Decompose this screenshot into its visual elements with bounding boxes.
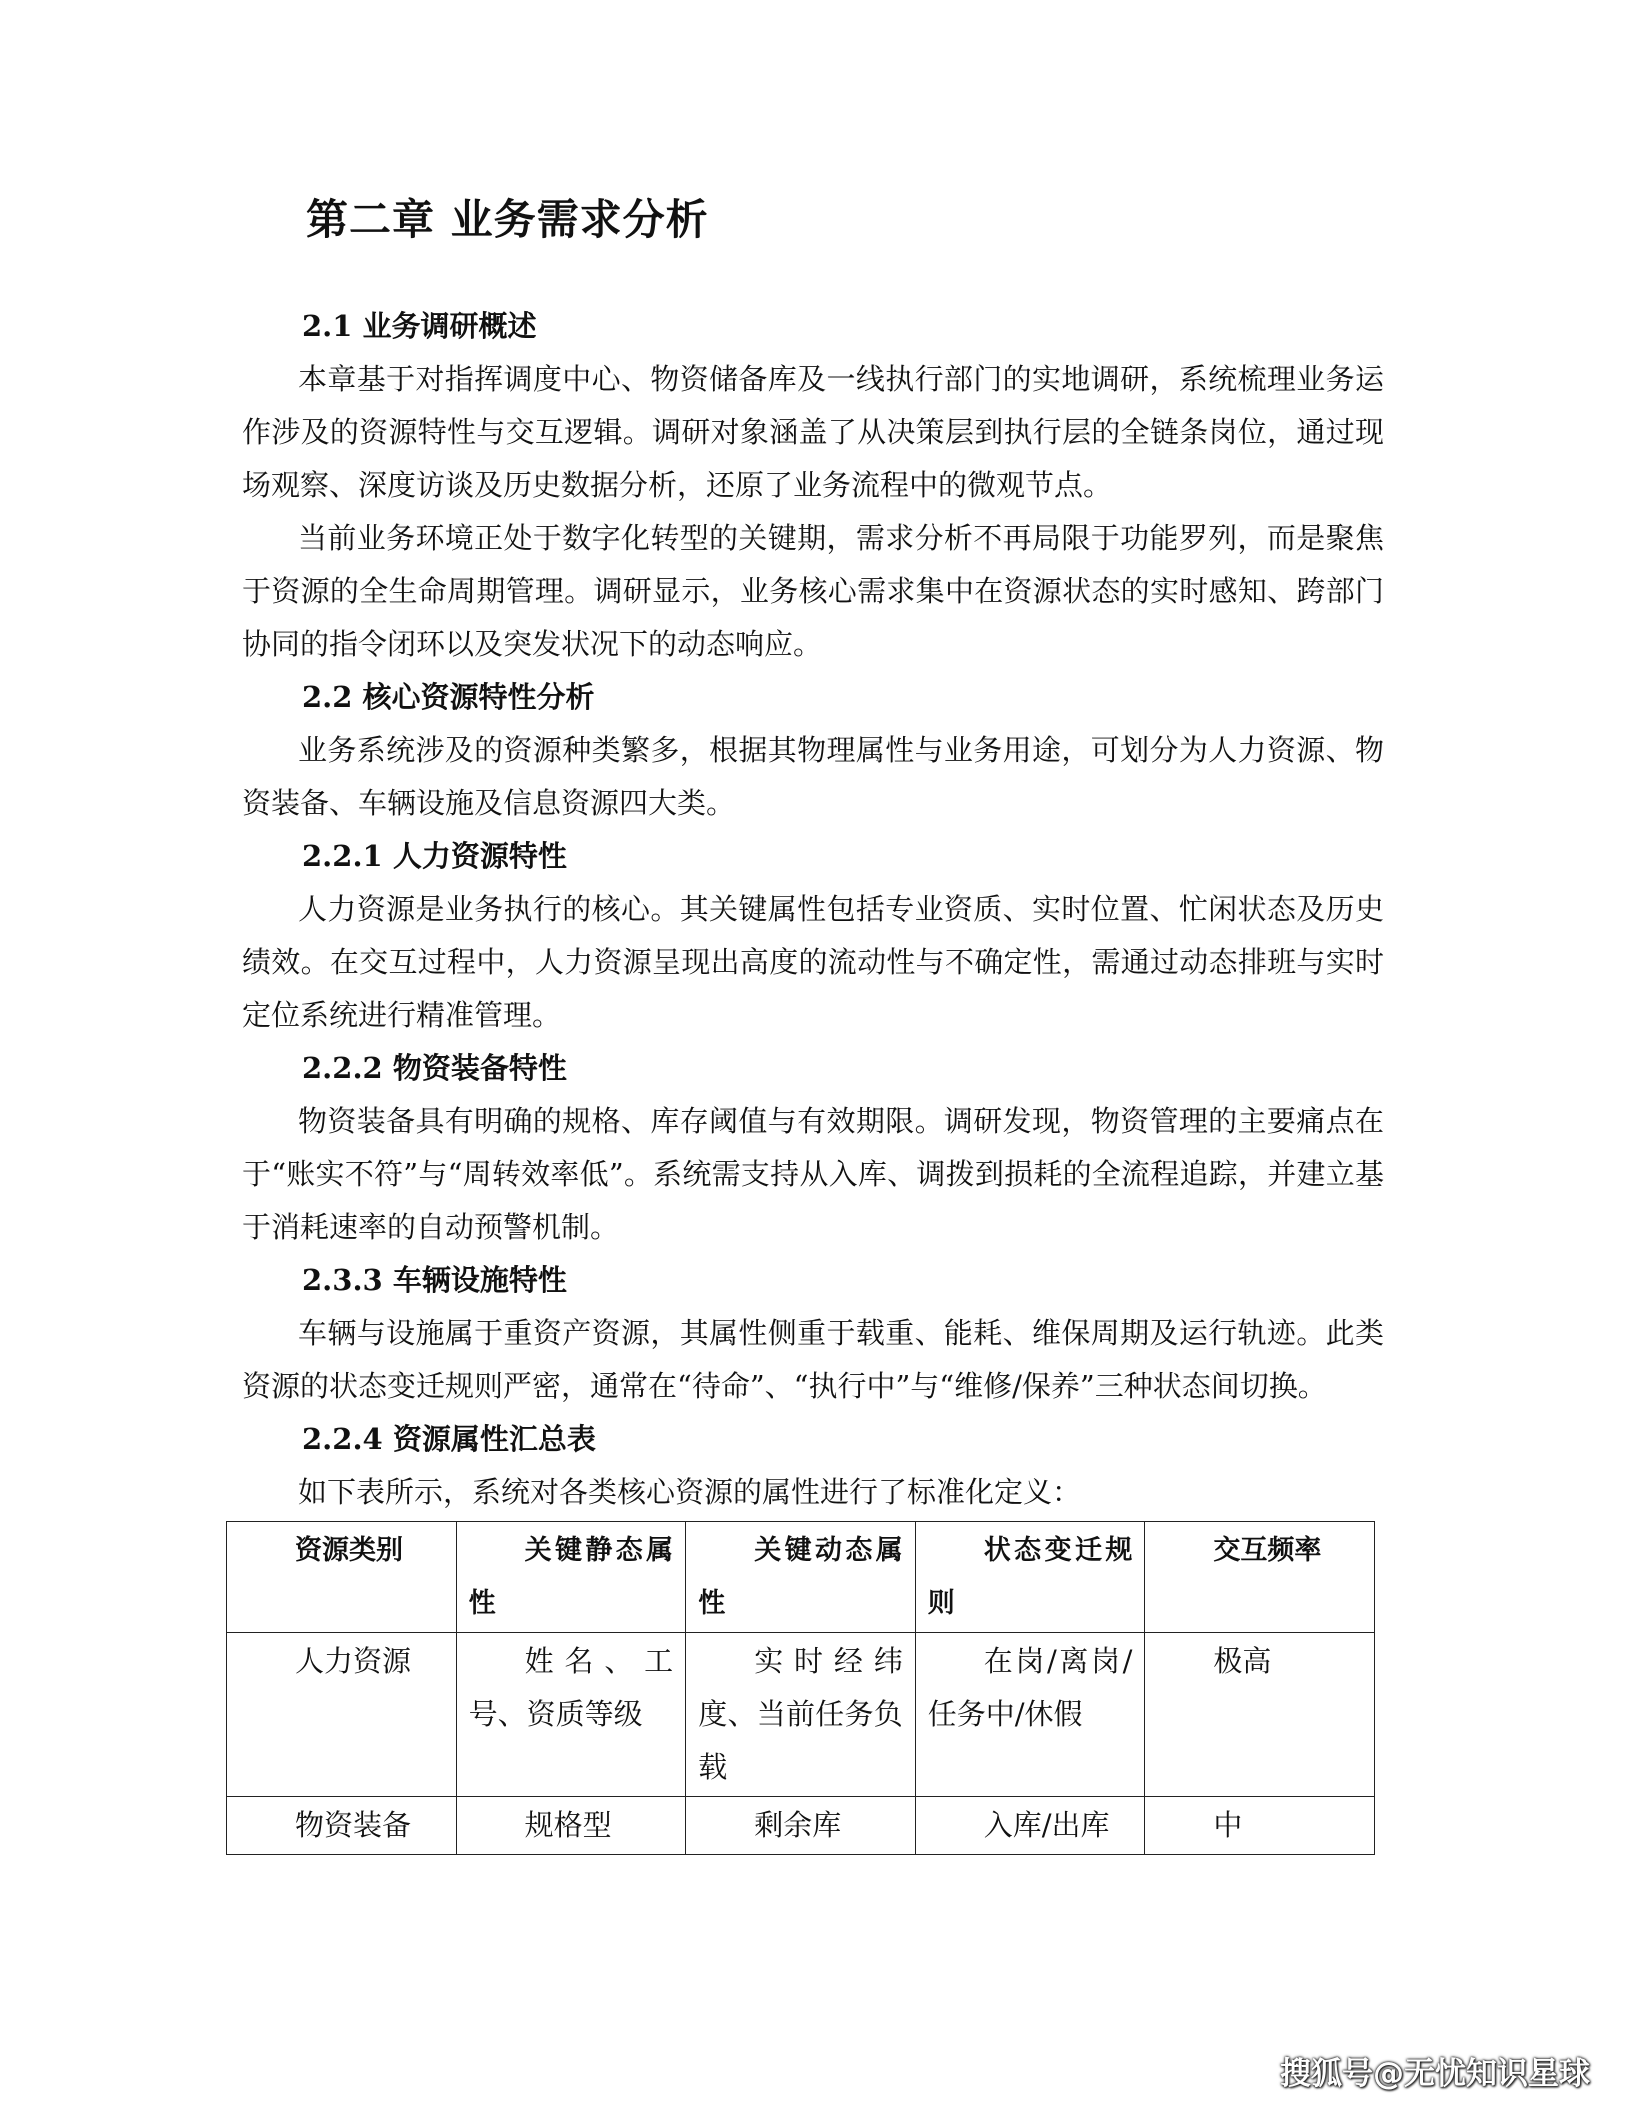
table-cell: 人力资源 [227,1633,457,1797]
section-heading-2-2-1: 2.2.1 人力资源特性 [302,839,567,873]
chapter-title: 第二章 业务需求分析 [306,195,709,244]
table-cell: 规格型 [456,1797,686,1855]
watermark-text: 搜狐号@无忧知识星球 [1280,2056,1590,2092]
column-header: 状态变迁规则 [915,1522,1145,1633]
paragraph: 本章基于对指挥调度中心、物资储备库及一线执行部门的实地调研，系统梳理业务运作涉及的资源特性与交互逻辑。调研对象涵盖了从决策层到执行层的全链条岗位，通过现场观察、深度访谈及历史数据分析，还原了业务流程中的微观节点。 [242,362,1384,502]
section-heading-2-2-2: 2.2.2 物资装备特性 [302,1051,567,1085]
table-cell: 物资装备 [227,1797,457,1855]
resource-attribute-table [226,1521,1375,1855]
paragraph: 人力资源是业务执行的核心。其关键属性包括专业资质、实时位置、忙闲状态及历史绩效。在交互过程中，人力资源呈现出高度的流动性与不确定性，需通过动态排班与实时定位系统进行精准管理。 [242,892,1384,1032]
table-intro: 如下表所示，系统对各类核心资源的属性进行了标准化定义： [298,1475,1082,1509]
paragraph: 业务系统涉及的资源种类繁多，根据其物理属性与业务用途，可划分为人力资源、物资装备、车辆设施及信息资源四大类。 [242,733,1384,820]
table-header-row [227,1522,1375,1633]
column-header: 资源类别 [227,1522,457,1633]
paragraph: 物资装备具有明确的规格、库存阈值与有效期限。调研发现，物资管理的主要痛点在于“账实不符”与“周转效率低”。系统需支持从入库、调拨到损耗的全流程追踪，并建立基于消耗速率的自动预警机制。 [242,1104,1384,1244]
table-cell: 剩余库 [686,1797,916,1855]
table-row [227,1633,1375,1797]
paragraph: 当前业务环境正处于数字化转型的关键期，需求分析不再局限于功能罗列，而是聚焦于资源的全生命周期管理。调研显示，业务核心需求集中在资源状态的实时感知、跨部门协同的指令闭环以及突发状况下的动态响应。 [242,521,1384,661]
section-heading-2-3-3: 2.3.3 车辆设施特性 [302,1263,567,1297]
table-cell: 在岗/离岗/任务中/休假 [915,1633,1145,1797]
table-cell: 实时经纬度、当前任务负载 [686,1633,916,1797]
table-row [227,1797,1375,1855]
column-header: 交互频率 [1145,1522,1375,1633]
table-cell: 中 [1145,1797,1375,1855]
table-cell: 入库/出库 [915,1797,1145,1855]
paragraph: 车辆与设施属于重资产资源，其属性侧重于载重、能耗、维保周期及运行轨迹。此类资源的状态变迁规则严密，通常在“待命”、“执行中”与“维修/保养”三种状态间切换。 [242,1316,1384,1403]
section-heading-2-2: 2.2 核心资源特性分析 [302,680,595,714]
section-heading-2-1: 2.1 业务调研概述 [302,309,537,343]
table-cell: 姓名、工号、资质等级 [456,1633,686,1797]
section-heading-2-2-4: 2.2.4 资源属性汇总表 [302,1422,596,1456]
column-header: 关键静态属性 [456,1522,686,1633]
table-cell: 极高 [1145,1633,1375,1797]
document-body [242,300,1384,1855]
column-header: 关键动态属性 [686,1522,916,1633]
